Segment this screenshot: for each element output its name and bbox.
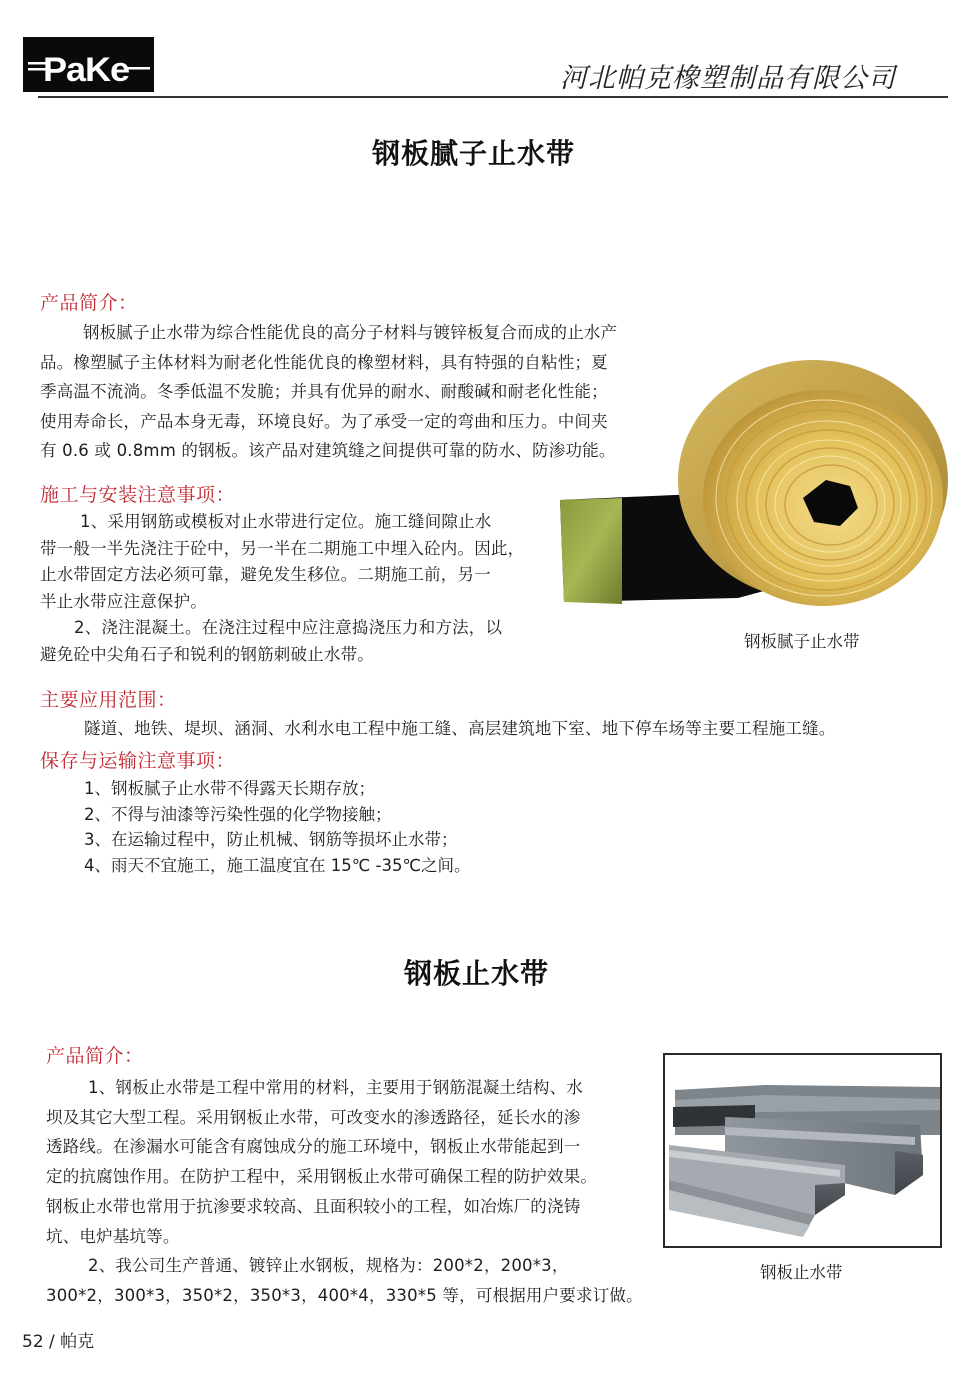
list-item: 3、在运输过程中，防止机械、钢筋等损坏止水带； (84, 830, 458, 849)
product1-application-text: 隧道、地铁、堤坝、涵洞、水利水电工程中施工缝、高层建筑地下室、地下停车场等主要工程施工缝。 (84, 719, 836, 738)
product1-application-heading: 主要应用范围： (40, 689, 177, 711)
text-line: 带一般一半先浇注于砼中，另一半在二期施工中埋入砼内。因此， (40, 538, 525, 558)
product1-title: 钢板腻子止水带 (372, 137, 576, 170)
product1-installation-heading: 施工与安装注意事项： (40, 484, 236, 506)
svg-text:PaKe: PaKe (43, 51, 130, 89)
text-line: 避免砼中尖角石子和锐利的钢筋刺破止水带。 (40, 644, 374, 664)
product2-intro-text (46, 1073, 646, 1311)
page-number: 52 / 帕克 (22, 1332, 95, 1352)
list-item: 4、雨天不宜施工，施工温度宜在 15℃ -35℃之间。 (84, 855, 471, 875)
product2-title: 钢板止水带 (404, 957, 550, 990)
text-line: 钢板腻子止水带为综合性能优良的高分子材料与镀锌板复合而成的止水产 (82, 323, 618, 342)
text-line: 1、采用钢筋或模板对止水带进行定位。施工缝间隙止水 (80, 512, 492, 531)
product1-storage-list (84, 776, 471, 878)
text-line: 坝及其它大型工程。采用钢板止水带，可改变水的渗透路径，延长水的渗 (46, 1107, 581, 1127)
text-line: 钢板止水带也常用于抗渗要求较高、且面积较小的工程，如冶炼厂的浇铸 (46, 1196, 581, 1216)
product2-image-caption: 钢板止水带 (760, 1263, 843, 1282)
product1-image-caption: 钢板腻子止水带 (744, 632, 860, 651)
pake-logo-icon (23, 37, 154, 92)
steel-plates-icon (665, 1055, 940, 1246)
company-logo (23, 37, 154, 92)
text-line: 透路线。在渗漏水可能含有腐蚀成分的施工环境中，钢板止水带能起到一 (46, 1137, 581, 1157)
text-line: 使用寿命长，产品本身无毒，环境良好。为了承受一定的弯曲和压力。中间夹 (40, 411, 608, 431)
text-line: 1、钢板止水带是工程中常用的材料，主要用于钢筋混凝土结构、水 (88, 1078, 583, 1097)
list-item: 2、不得与油漆等污染性强的化学物接触； (84, 804, 392, 824)
text-line: 季高温不流淌。冬季低温不发脆；并具有优异的耐水、耐酸碱和耐老化性能； (40, 382, 608, 401)
text-line: 有 0.6 或 0.8mm 的钢板。该产品对建筑缝之间提供可靠的防水、防渗功能。 (40, 441, 616, 460)
text-line: 2、我公司生产普通、镀锌止水钢板，规格为：200*2，200*3， (88, 1256, 569, 1276)
text-line: 定的抗腐蚀作用。在防护工程中，采用钢板止水带可确保工程的防护效果。 (46, 1167, 598, 1187)
steel-plates-image (663, 1053, 942, 1248)
header-divider (38, 96, 948, 98)
product1-installation-text (40, 509, 560, 668)
text-line: 2、浇注混凝土。在浇注过程中应注意捣浇压力和方法，以 (74, 618, 503, 637)
text-line: 半止水带应注意保护。 (40, 591, 207, 611)
text-line: 坑、电炉基坑等。 (46, 1226, 180, 1246)
product2-intro-heading: 产品简介： (46, 1045, 144, 1067)
product1-storage-heading: 保存与运输注意事项： (40, 750, 236, 772)
product1-intro-heading: 产品简介： (40, 292, 138, 314)
putty-roll-image (558, 330, 956, 612)
text-line: 品。橡塑腻子主体材料为耐老化性能优良的橡塑材料，具有特强的自粘性；夏 (40, 352, 608, 372)
text-line: 300*2，300*3，350*2，350*3，400*4，330*5 等，可根据用户要求订做。 (46, 1285, 643, 1305)
company-name: 河北帕克橡塑制品有限公司 (560, 63, 896, 94)
list-item: 1、钢板腻子止水带不得露天长期存放； (84, 779, 375, 798)
putty-roll-icon (558, 330, 956, 612)
text-line: 止水带固定方法必须可靠，避免发生移位。二期施工前，另一 (40, 565, 491, 584)
